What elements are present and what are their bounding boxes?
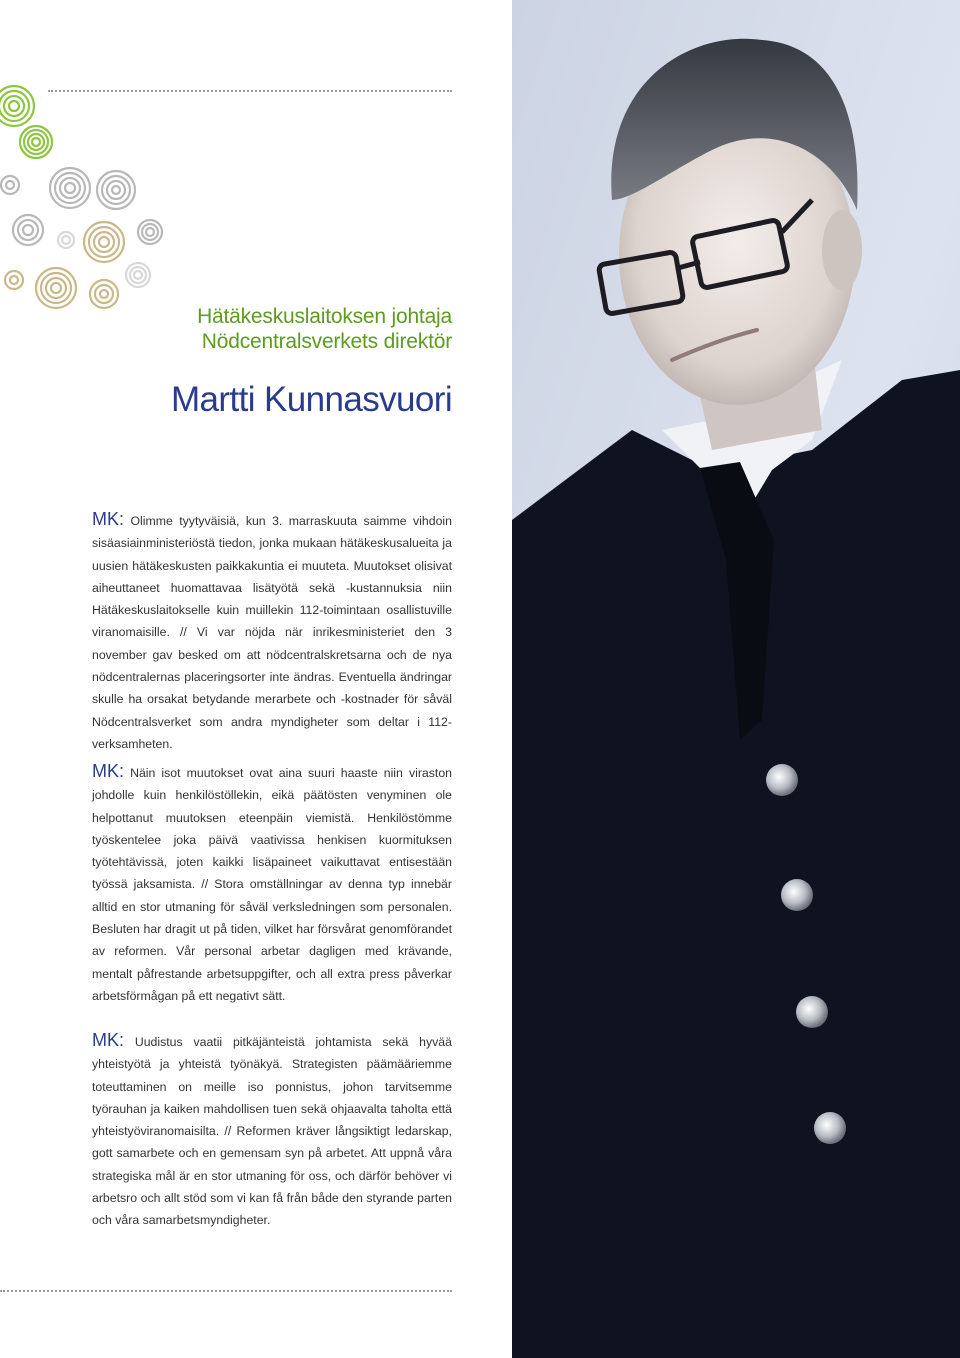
interview-paragraph-1 — [92, 508, 452, 755]
speaker-initials: MK: — [92, 509, 125, 529]
paragraph-text: Uudistus vaatii pitkäjänteistä johtamista sekä hyvää yhteistyötä ja yhteistä työnäkyä. Strategisten päämääriemme toteuttaminen on meille iso ponnistus, johon tarvitsemme työrauhan ja kaiken mahdollisen tuen sekä ohjaavalta taholta että yhteistyöviranomaisilta. // Reformen kräver långsiktigt ledarskap, gott samarbete och en gemensam syn på arbetet. Att uppnå våra strategiska mål är en stor utmaning för oss, och därför behöver vi arbetsro och allt stöd som vi kan få från både den styrande parten och våra samarbetsmyndigheter. — [92, 1035, 452, 1228]
portrait-photo — [512, 0, 960, 1358]
role-title-swedish: Nödcentralsverkets direktör — [201, 330, 452, 353]
interview-paragraph-2 — [92, 760, 452, 1007]
role-title-finnish: Hätäkeskuslaitoksen johtaja — [197, 305, 452, 328]
paragraph-text: Olimme tyytyväisiä, kun 3. marraskuuta saimme vihdoin sisäasiainministeriöstä tiedon, jonka mukaan hätäkeskusalueita ja uusien hätäkeskusten paikkakuntia ei muuteta. Muutokset olisivat aiheuttaneet huomattavaa lisätyötä sekä -kustannuksia niin Hätäkeskuslaitokselle kuin muillekin 112-toimintaan osallistuville viranomaisille. // Vi var nöjda när inrikesministeriet den 3 november gav besked om att nödcentralskretsarna och de nya nödcentralernas placeringsorter inte ändras. Eventuella ändringar skulle ha orsakat betydande merarbete och -kostnader för såväl Nödcentralsverket som andra myndigheter som deltar i 112-verksamheten. — [92, 514, 452, 751]
speaker-initials: MK: — [92, 1030, 125, 1050]
speaker-initials: MK: — [92, 761, 125, 781]
dotted-rule-bottom — [0, 1290, 452, 1292]
interview-paragraph-3 — [92, 1029, 452, 1232]
paragraph-text: Näin isot muutokset ovat aina suuri haaste niin viraston johdolle kuin henkilöstöllekin, eikä päätösten venyminen ole helpottanut muutoksen eteenpäin viemistä. Henkilöstömme työskentelee joka päivä vaativissa henkisen kuormituksen työtehtävissä, joten kaikki lisäpaineet vaikuttavat entisestään työssä jaksamista. // Stora omställningar av denna typ innebär alltid en stor utmaning för såväl verksledningen som personalen. Besluten har dragit ut på tiden, vilket har försvårat genomförandet av reformen. Vår personal arbetar dagligen med krävande, mentalt påfrestande arbetsuppgifter, och all extra press påverkar arbetsförmågan på ett negativt sätt. — [92, 766, 452, 1003]
person-name: Martti Kunnasvuori — [171, 380, 452, 419]
heading-block — [0, 304, 452, 420]
circles-decoration — [0, 80, 170, 320]
